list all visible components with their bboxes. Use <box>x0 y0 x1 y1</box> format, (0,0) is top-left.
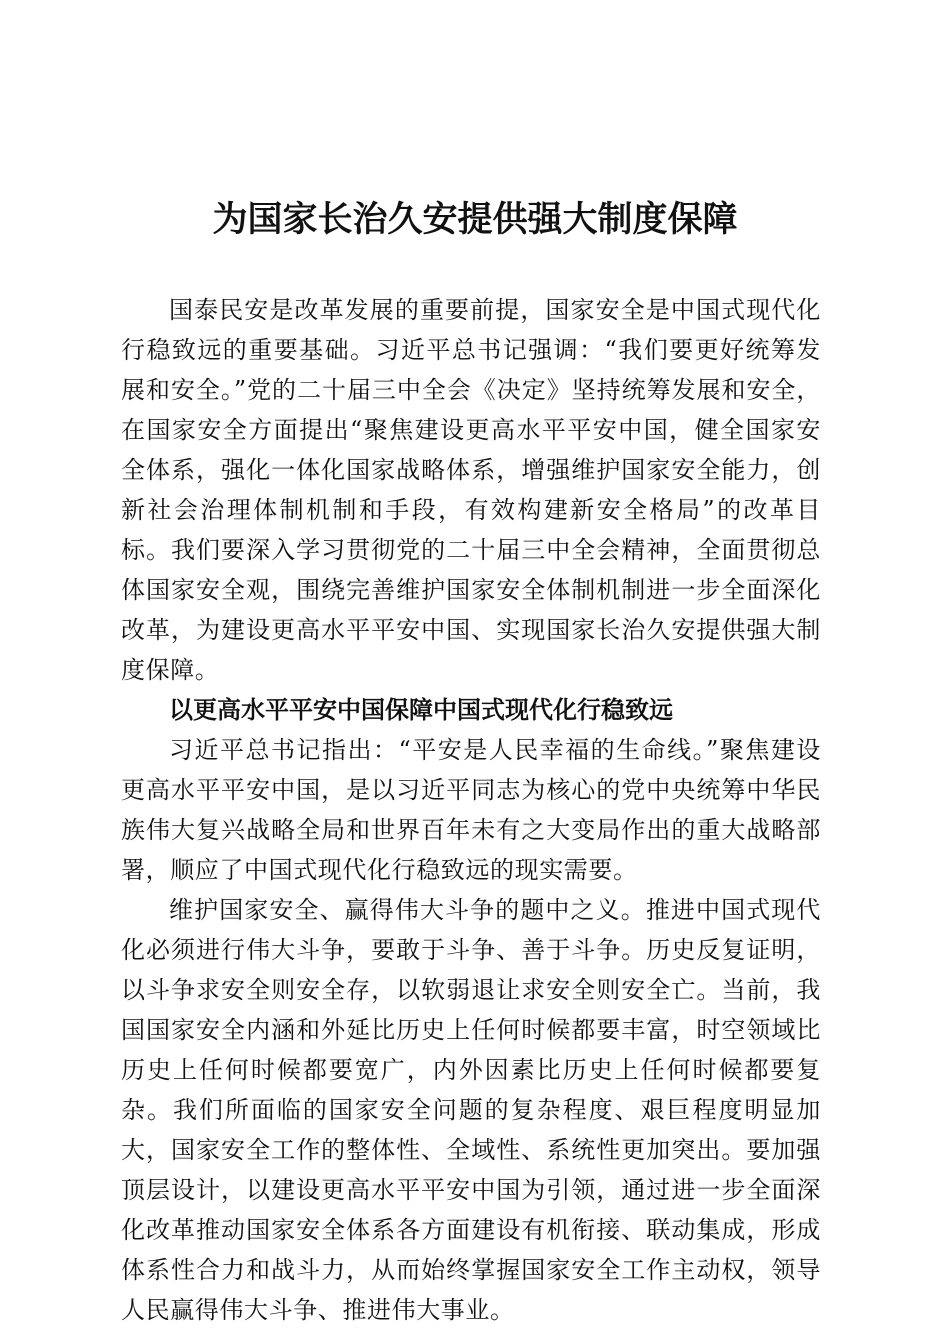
intro-paragraph: 国泰民安是改革发展的重要前提，国家安全是中国式现代化行稳致远的重要基础。习近平总书记强调：“我们要更好统筹发展和安全。”党的二十届三中全会《决定》坚持统筹发展和安全，在国家安全方面提出“聚焦建设更高水平平安中国，健全国家安全体系，强化一体化国家战略体系，增强维护国家安全能力，创新社会治理体制机制和手段，有效构建新安全格局”的改革目标。我们要深入学习贯彻党的二十届三中全会精神，全面贯彻总体国家安全观，围绕完善维护国家安全体制机制进一步全面深化改革，为建设更高水平平安中国、实现国家长治久安提供强大制度保障。 <box>121 296 821 684</box>
section-paragraph-1: 习近平总书记指出：“平安是人民幸福的生命线。”聚焦建设更高水平平安中国，是以习近平同志为核心的党中央统筹中华民族伟大复兴战略全局和世界百年未有之大变局作出的重大战略部署，顺应了中国式现代化行稳致远的现实需要。 <box>121 736 821 884</box>
document-body <box>121 290 821 1330</box>
document-title: 为国家长治久安提供强大制度保障 <box>212 199 738 240</box>
section-heading: 以更高水平平安中国保障中国式现代化行稳致远 <box>169 696 673 724</box>
section-paragraph-2: 维护国家安全、赢得伟大斗争的题中之义。推进中国式现代化必须进行伟大斗争，要敢于斗争、善于斗争。历史反复证明，以斗争求安全则安全存，以软弱退让求安全则安全亡。当前，我国国家安全内涵和外延比历史上任何时候都要丰富，时空领域比历史上任何时候都要宽广，内外因素比历史上任何时候都要复杂。我们所面临的国家安全问题的复杂程度、艰巨程度明显加大，国家安全工作的整体性、全域性、系统性更加突出。要加强顶层设计，以建设更高水平平安中国为引领，通过进一步全面深化改革推动国家安全体系各方面建设有机衔接、联动集成，形成体系性合力和战斗力，从而始终掌握国家安全工作主动权，领导人民赢得伟大斗争、推进伟大事业。 <box>121 896 821 1324</box>
